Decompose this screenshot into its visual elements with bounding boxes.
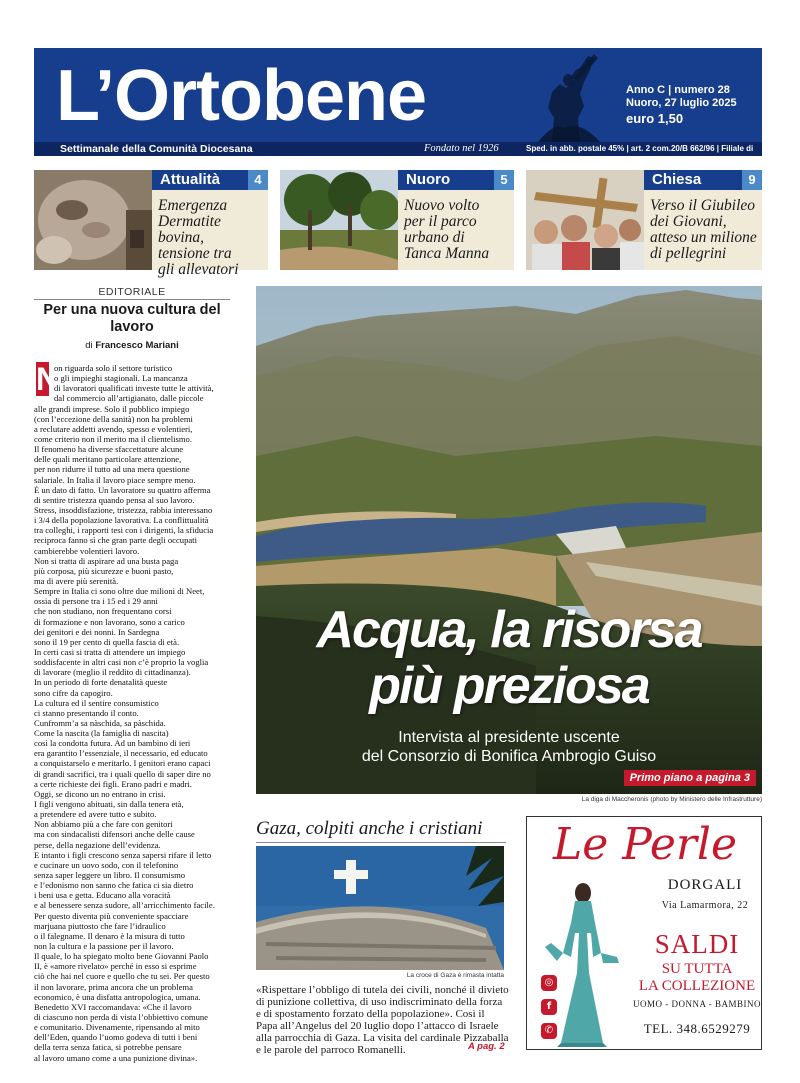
gaza-line: «Rispettare l’obbligo di tutela dei civili, nonché il divieto — [256, 984, 509, 996]
teaser-section: Attualità — [160, 171, 220, 188]
editorial-line: marjuana piuttosto che fare l’idraulico — [34, 920, 166, 931]
masthead-bar — [34, 142, 762, 167]
editorial-line: alle grandi imprese. Solo il pubblico impiego — [34, 403, 190, 414]
main-deck: Intervista al presidente uscente del Consorzio di Bonifica Ambrogio Guiso — [361, 729, 657, 765]
editorial-line: a certe richieste dei figli. Erano padri e madri. — [34, 778, 192, 789]
photo-credit: La diga di Maccheronis (photo by Ministero delle Infrastrutture) — [581, 796, 762, 803]
editorial-line: più corposa, più sicurezze e buoni pasto, — [34, 565, 174, 576]
editorial-line: di lavorare (meglio il reddito di cittadinanza). — [34, 667, 191, 678]
teaser-header — [644, 170, 762, 190]
editorial-line: di lavoratori qualificati investe tutte le attività, — [54, 383, 214, 394]
gaza-line: di punizione collettiva, di uso indiscriminato della forza — [256, 996, 503, 1008]
editorial-line: In certi casi si tratta di attendere un impiego — [34, 646, 186, 657]
editorial-line: Benedetto XVI raccomandava: «Che il lavoro — [34, 1001, 192, 1012]
editorial-line: E intanto i figli crescono senza sapersi rifare il letto — [34, 849, 212, 860]
gaza-page-ref[interactable]: A pag. 2 — [468, 1041, 505, 1052]
editorial-line: della terra senza fatica, si potrebbe pensare — [34, 1042, 182, 1053]
editorial-line: reciproca fanno sì che gran parte degli occupati — [34, 535, 197, 546]
teaser-photo-pilgrims — [526, 170, 644, 270]
editorial-line: Il quale, lo ha spiegato molto bene Giovanni Paolo — [34, 951, 209, 962]
divider — [256, 842, 506, 843]
dam-landscape-image — [256, 286, 762, 794]
teaser-text: Verso il Giubileo dei Giovani, atteso un milione di pellegrini — [650, 197, 757, 262]
teaser-page: 5 — [494, 170, 514, 190]
editorial-line: on riguarda solo il settore turistico — [54, 363, 173, 373]
editorial-line: o il falegname. Il denaro è la misura di tutto — [34, 930, 185, 941]
teaser-header — [152, 170, 268, 190]
main-photo[interactable] — [256, 286, 762, 794]
masthead — [34, 48, 762, 167]
instagram-icon[interactable]: ◎ — [541, 975, 557, 991]
editorial-label: EDITORIALE — [98, 286, 166, 298]
gaza-line: Papa all’Angelus del 20 luglio dopo l’attacco di Israele — [256, 1020, 499, 1032]
editorial-line: Sempre in Italia ci sono oltre due milioni di Neet, — [34, 586, 205, 597]
postal-info: Sped. in abb. postale 45% | art. 2 com.20/B 662/96 | Filiale di Nuoro — [526, 144, 754, 167]
gaza-line: e le parole del parroco Romanelli. — [256, 1044, 406, 1056]
editorial-line: ciò che hai nel cuore e quello che tu sei. Per questo — [34, 971, 210, 982]
teaser-section: Nuoro — [406, 171, 451, 188]
editorial-line: perse, della negazione dell’evidenza. — [34, 839, 161, 850]
gaza-photo — [256, 846, 504, 970]
editorial-line: ci stanno presentando il conto. — [34, 707, 139, 718]
founded: Fondato nel 1926 — [424, 143, 499, 154]
teaser-section: Chiesa — [652, 171, 702, 188]
issue-info — [626, 84, 737, 125]
gaza-line: alla parrocchia di Gaza. La visita del cardinale Pizzaballa — [256, 1032, 509, 1044]
main-headline[interactable]: Acqua, la risorsa più preziosa — [316, 601, 702, 715]
editorial-line: I figli vengono abituati, sin dalla tenera età, — [34, 799, 184, 810]
editorial-line: II, è «amore rivelato» perché in esso si esprime — [34, 961, 197, 972]
editorial-line: sono il 19 per cento di quella fascia di età. — [34, 636, 180, 647]
teaser-chiesa[interactable] — [526, 170, 762, 270]
editorial-line: Non si tratta di aspirare ad una busta paga — [34, 555, 179, 566]
editorial-line: di grandi sacrifici, tra i quali quello di saper dire no — [34, 768, 211, 779]
editorial-line: sono cifre da capogiro. — [34, 687, 113, 698]
editorial-line: e al benessere senza sudore, all’arricchimento facile. — [34, 900, 215, 911]
editorial-body — [34, 363, 234, 1063]
editorial-line: cambierebbe volentieri lavoro. — [34, 545, 140, 556]
editorial-line: così la condotta futura. Ad un bambino di ieri — [34, 738, 191, 749]
editorial-line: a reclutare addetti avendo, spesso e volentieri, — [34, 423, 193, 434]
editorial-line: dei genitori e dei nonni. In Sardegna — [34, 626, 160, 637]
teaser-page: 9 — [742, 170, 762, 190]
ad-city: DORGALI — [667, 877, 743, 893]
author-name: Francesco Mariani — [95, 340, 179, 351]
divider — [34, 299, 230, 300]
editorial-line: e cucinare un uovo sodo, con il telefonino — [34, 859, 179, 870]
editorial-line: Stress, insoddisfazione, tristezza, rabbia interessano — [34, 504, 213, 515]
editorial-line: che non studiano, non frequentano corsi — [34, 606, 172, 617]
editorial-line: (con l’eccezione della sanità) non ha problemi — [34, 413, 193, 424]
editorial-line: era garantito l’essenziale, il necessario, ed educato — [34, 748, 208, 759]
ad-sale: SALDI — [654, 929, 740, 959]
editorial-line: dal commercio all’artigianato, dalle piccole — [54, 393, 204, 404]
gaza-headline[interactable]: Gaza, colpiti anche i cristiani — [256, 818, 483, 839]
teaser-text: Emergenza Dermatite bovina, tensione tra gli allevatori — [158, 197, 239, 278]
editorial-line: Il fenomeno ha diverse sfaccettature alcune — [34, 444, 184, 455]
editorial-line: per non ridurre il tutto ad una mera questione — [34, 464, 190, 475]
editorial-line: soddisfacente in altri casi non c’è proprio la voglia — [34, 657, 209, 668]
editorial-title[interactable]: Per una nuova cultura del lavoro — [43, 302, 221, 335]
editorial-line: di sentire tristezza quando pensa al suo lavoro. — [34, 494, 195, 505]
editorial-line: o gli impieghi stagionali. La mancanza — [54, 373, 188, 384]
ad-categories: UOMO - DONNA - BAMBINO — [633, 999, 761, 1009]
redentore-statue-icon — [514, 48, 624, 142]
editorial-line: Come la nascita (la famiglia di nascita) — [34, 728, 169, 739]
editorial-line: In un periodo di forte denatalità queste — [34, 677, 168, 688]
editorial-line: a pretendere ed avere tutto e subito. — [34, 809, 157, 820]
ad-sale-line: SU TUTTA — [661, 961, 733, 977]
teaser-attualita[interactable] — [34, 170, 268, 278]
editorial-line: La cultura ed il sentire consumistico — [34, 697, 159, 708]
editorial-line: Oggi, se dicono un no entrano in crisi. — [34, 788, 166, 799]
whatsapp-icon[interactable]: ✆ — [541, 1023, 557, 1039]
editorial-line: ossia di persone tra i 15 ed i 29 anni — [34, 596, 158, 607]
editorial-line: Per questo diventa più conveniente spacciare — [34, 910, 189, 921]
editorial-line: al lavoro umano come a una punizione divina». — [34, 1052, 198, 1063]
editorial-line: senza saper leggere un libro. Il consumismo — [34, 870, 186, 881]
editorial-line: Cunfromm’a sa nàschida, sa pàschida. — [34, 717, 166, 728]
editorial-byline: di Francesco Mariani — [85, 340, 179, 351]
editorial-line: È un dato di fatto. Un lavoratore su quattro afferma — [34, 484, 211, 495]
ad-phone[interactable]: TEL. 348.6529279 — [643, 1021, 751, 1036]
page-reference-badge[interactable]: Primo piano a pagina 3 — [624, 770, 756, 786]
teaser-photo-park — [280, 170, 398, 270]
editorial-line: e l’edonismo non sanno che fatica ci sia dietro — [34, 880, 194, 891]
drop-cap: N — [36, 361, 60, 397]
editorial-line: il non lavorare, prima ancora che un problema — [34, 981, 193, 992]
newspaper-title: L’Ortobene — [56, 56, 427, 136]
ad-address: Via Lamarmora, 22 — [661, 900, 749, 911]
editorial-line: delle quali meritano particolare attenzione, — [34, 454, 182, 465]
advertisement[interactable] — [526, 816, 762, 1050]
editorial-line: di formazione e non lavorano, sono a carico — [34, 616, 185, 627]
editorial-line: Non abbiamo più a che fare con genitori — [34, 819, 173, 830]
teaser-text: Nuovo volto per il parco urbano di Tanca Manna — [404, 197, 490, 262]
teaser-header — [398, 170, 514, 190]
subtitle: Settimanale della Comunità Diocesana — [60, 143, 253, 155]
issue-date: Nuoro, 27 luglio 2025 — [626, 97, 737, 109]
editorial-line: e comunitario. Divenamente, ripensando al mito — [34, 1022, 200, 1033]
editorial-line: dell’Eden, quando l’uomo godeva di tutti i beni — [34, 1032, 198, 1043]
editorial-line: come criterio non il merito ma il clientelismo. — [34, 433, 192, 444]
teaser-page: 4 — [248, 170, 268, 190]
editorial-line: ma con sindacalisti difensori anche delle cause — [34, 829, 195, 840]
editorial-line: salariale. In Italia il lavoro piace sempre meno. — [34, 474, 196, 485]
editorial-line: di ciascuno non perda di vista l’obbiettivo comune — [34, 1012, 208, 1022]
teaser-photo-cow — [34, 170, 152, 270]
editorial-line: ma di avere più serenità. — [34, 575, 119, 586]
editorial-line: tra colleghi, i rapporti tesi con i dirigenti, la sfiducia — [34, 525, 214, 536]
ad-sale-line: LA COLLEZIONE — [638, 978, 756, 994]
editorial-line: economico, è una disfatta antropologica, umana. — [34, 991, 201, 1002]
editorial-line: a conquistarselo e meritarlo. I genitori erano capaci — [34, 758, 211, 769]
price: euro 1,50 — [626, 111, 684, 126]
editorial-line: i 3/4 della popolazione lavorativa. La conflittualità — [34, 515, 209, 526]
issue-number: Anno C | numero 28 — [626, 84, 730, 96]
editorial-line: i beni usa e getta. Educano alla voracità — [34, 890, 171, 901]
teaser-nuoro[interactable] — [280, 170, 514, 270]
gaza-line: e di spostamento forzato della popolazione». Così il — [256, 1008, 485, 1020]
gaza-caption: La croce di Gaza è rimasta intatta — [406, 972, 504, 979]
ad-brand: Le Perle — [552, 819, 738, 870]
facebook-icon[interactable]: f — [541, 999, 557, 1015]
editorial-line: non la cultura e la passione per il lavoro. — [34, 941, 174, 952]
